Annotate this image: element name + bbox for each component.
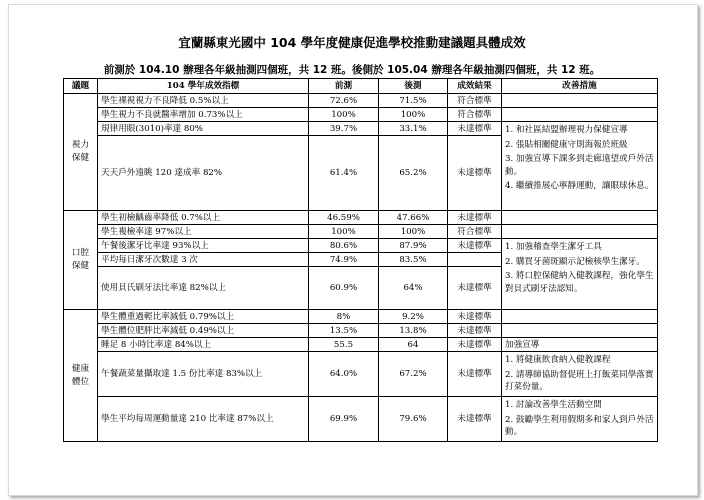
result-cell <box>448 253 502 267</box>
post-cell: 67.2% <box>379 352 448 397</box>
improvement-cell <box>502 352 658 397</box>
post-cell: 83.5% <box>379 253 448 267</box>
table-row <box>64 338 658 352</box>
post-cell: 65.2% <box>379 136 448 211</box>
indicator-cell: 午餐後潔牙比率達 93%以上 <box>98 239 309 253</box>
result-cell: 未達標準 <box>448 136 502 211</box>
post-cell: 64 <box>379 338 448 352</box>
post-cell: 9.2% <box>379 310 448 324</box>
indicator-cell: 學生體重過輕比率減低 0.79%以上 <box>98 310 309 324</box>
indicator-cell: 使用貝氏刷牙法比率達 82%以上 <box>98 267 309 310</box>
topic-cell-oral: 口腔 保健 <box>64 211 98 310</box>
header-pre: 前測 <box>309 79 379 94</box>
table-row <box>64 310 658 324</box>
table-row <box>64 122 658 136</box>
post-cell: 71.5% <box>379 94 448 108</box>
pre-cell: 46.59% <box>309 211 379 225</box>
results-table <box>63 78 658 442</box>
result-cell: 未達標準 <box>448 211 502 225</box>
improvement-cell <box>502 225 658 239</box>
result-cell: 未達標準 <box>448 310 502 324</box>
header-improvement: 改善措施 <box>502 79 658 94</box>
topic-cell-vision: 視力 保健 <box>64 94 98 211</box>
table-row <box>64 352 658 397</box>
result-cell: 符合標準 <box>448 94 502 108</box>
pre-cell: 100% <box>309 225 379 239</box>
improvement-cell <box>502 122 658 211</box>
improvement-item: 2. 張貼相關健康守則海報於班級 <box>505 139 628 150</box>
pre-cell: 8% <box>309 310 379 324</box>
pre-cell: 55.5 <box>309 338 379 352</box>
improvement-item: 1. 加強稽查學生潔牙工具 <box>505 242 602 252</box>
improvement-item: 3. 將口腔保健納入健教課程，強化學生對貝式刷牙法認知。 <box>505 271 654 294</box>
document-subtitle: 前測於 104.10 辦理各年級抽測四個班，共 12 班。後側於 105.04 辦理各年級抽測四個班，共 12 班。 <box>103 64 601 76</box>
improvement-item: 3. 加強宣導下課多到走廊遠望或戶外活動。 <box>505 154 654 177</box>
table-row <box>64 211 658 225</box>
indicator-cell: 睡足 8 小時比率達 84%以上 <box>98 338 309 352</box>
improvement-item: 2. 請導師協助督促班上打飯菜同學落實打菜份量。 <box>505 369 654 392</box>
improvement-cell <box>502 211 658 225</box>
improvement-cell <box>502 94 658 108</box>
post-cell: 100% <box>379 225 448 239</box>
header-topic: 議題 <box>64 79 98 94</box>
post-cell: 47.66% <box>379 211 448 225</box>
pre-cell: 60.9% <box>309 267 379 310</box>
pre-cell: 13.5% <box>309 324 379 338</box>
improvement-cell <box>502 310 658 324</box>
indicator-cell: 學生視力不良就醫率增加 0.73%以上 <box>98 108 309 122</box>
improvement-item: 1. 討論改善學生活動空間 <box>505 400 602 410</box>
table-row <box>64 239 658 253</box>
table-row <box>64 397 658 442</box>
result-cell: 未達標準 <box>448 352 502 397</box>
indicator-cell: 規律用眼(3010)率達 80% <box>98 122 309 136</box>
result-cell: 符合標準 <box>448 108 502 122</box>
pre-cell: 80.6% <box>309 239 379 253</box>
indicator-cell: 午餐蔬菜量攝取達 1.5 份比率達 83%以上 <box>98 352 309 397</box>
indicator-cell: 學生體位肥胖比率減低 0.49%以上 <box>98 324 309 338</box>
post-cell: 100% <box>379 108 448 122</box>
post-cell: 87.9% <box>379 239 448 253</box>
improvement-item: 2. 購買牙菌斑顯示記檢核學生潔牙。 <box>505 256 645 267</box>
topic-cell-body: 健康 體位 <box>64 310 98 442</box>
improvement-cell <box>502 324 658 338</box>
result-cell: 未達標準 <box>448 324 502 338</box>
post-cell: 33.1% <box>379 122 448 136</box>
result-cell: 符合標準 <box>448 225 502 239</box>
table-row <box>64 225 658 239</box>
table-row <box>64 108 658 122</box>
post-cell: 13.8% <box>379 324 448 338</box>
table-header-row <box>64 79 658 94</box>
improvement-item: 1. 將健康飲食納入健教課程 <box>505 355 611 365</box>
document-title: 宜蘭縣東光國中 104 學年度健康促進學校推動建議題具體成效 <box>178 35 526 50</box>
pre-cell: 100% <box>309 108 379 122</box>
table-row <box>64 94 658 108</box>
header-indicator: 104 學年成效指標 <box>98 79 309 94</box>
header-result: 成效結果 <box>448 79 502 94</box>
indicator-cell: 學生裸視視力不良降低 0.5%以上 <box>98 94 309 108</box>
indicator-cell: 天天戶外遠眺 120 達成率 82% <box>98 136 309 211</box>
table-row <box>64 324 658 338</box>
result-cell: 未達標準 <box>448 267 502 310</box>
improvement-cell <box>502 239 658 310</box>
improvement-cell <box>502 108 658 122</box>
indicator-cell: 學生平均每周運動量達 210 比率達 87%以上 <box>98 397 309 442</box>
result-cell: 未達標準 <box>448 397 502 442</box>
pre-cell: 72.6% <box>309 94 379 108</box>
pre-cell: 64.0% <box>309 352 379 397</box>
improvement-item: 1. 和社區結盟辦理視力保健宣導 <box>505 125 628 135</box>
indicator-cell: 學生初檢齲齒率降低 0.7%以上 <box>98 211 309 225</box>
pre-cell: 39.7% <box>309 122 379 136</box>
result-cell: 未達標準 <box>448 239 502 253</box>
improvement-cell <box>502 397 658 442</box>
indicator-cell: 平均每日潔牙次數達 3 次 <box>98 253 309 267</box>
indicator-cell: 學生複檢率達 97%以上 <box>98 225 309 239</box>
post-cell: 64% <box>379 267 448 310</box>
improvement-item: 2. 鼓勵學生利用假期多和家人到戶外活動。 <box>505 414 654 437</box>
result-cell: 未達標準 <box>448 338 502 352</box>
header-post: 後測 <box>379 79 448 94</box>
pre-cell: 61.4% <box>309 136 379 211</box>
pre-cell: 69.9% <box>309 397 379 442</box>
pre-cell: 74.9% <box>309 253 379 267</box>
improvement-item: 4. 繼續推展心寧靜運動，讓眼球休息。 <box>505 181 654 191</box>
post-cell: 79.6% <box>379 397 448 442</box>
improvement-cell: 加強宣導 <box>502 338 658 352</box>
result-cell: 未達標準 <box>448 122 502 136</box>
